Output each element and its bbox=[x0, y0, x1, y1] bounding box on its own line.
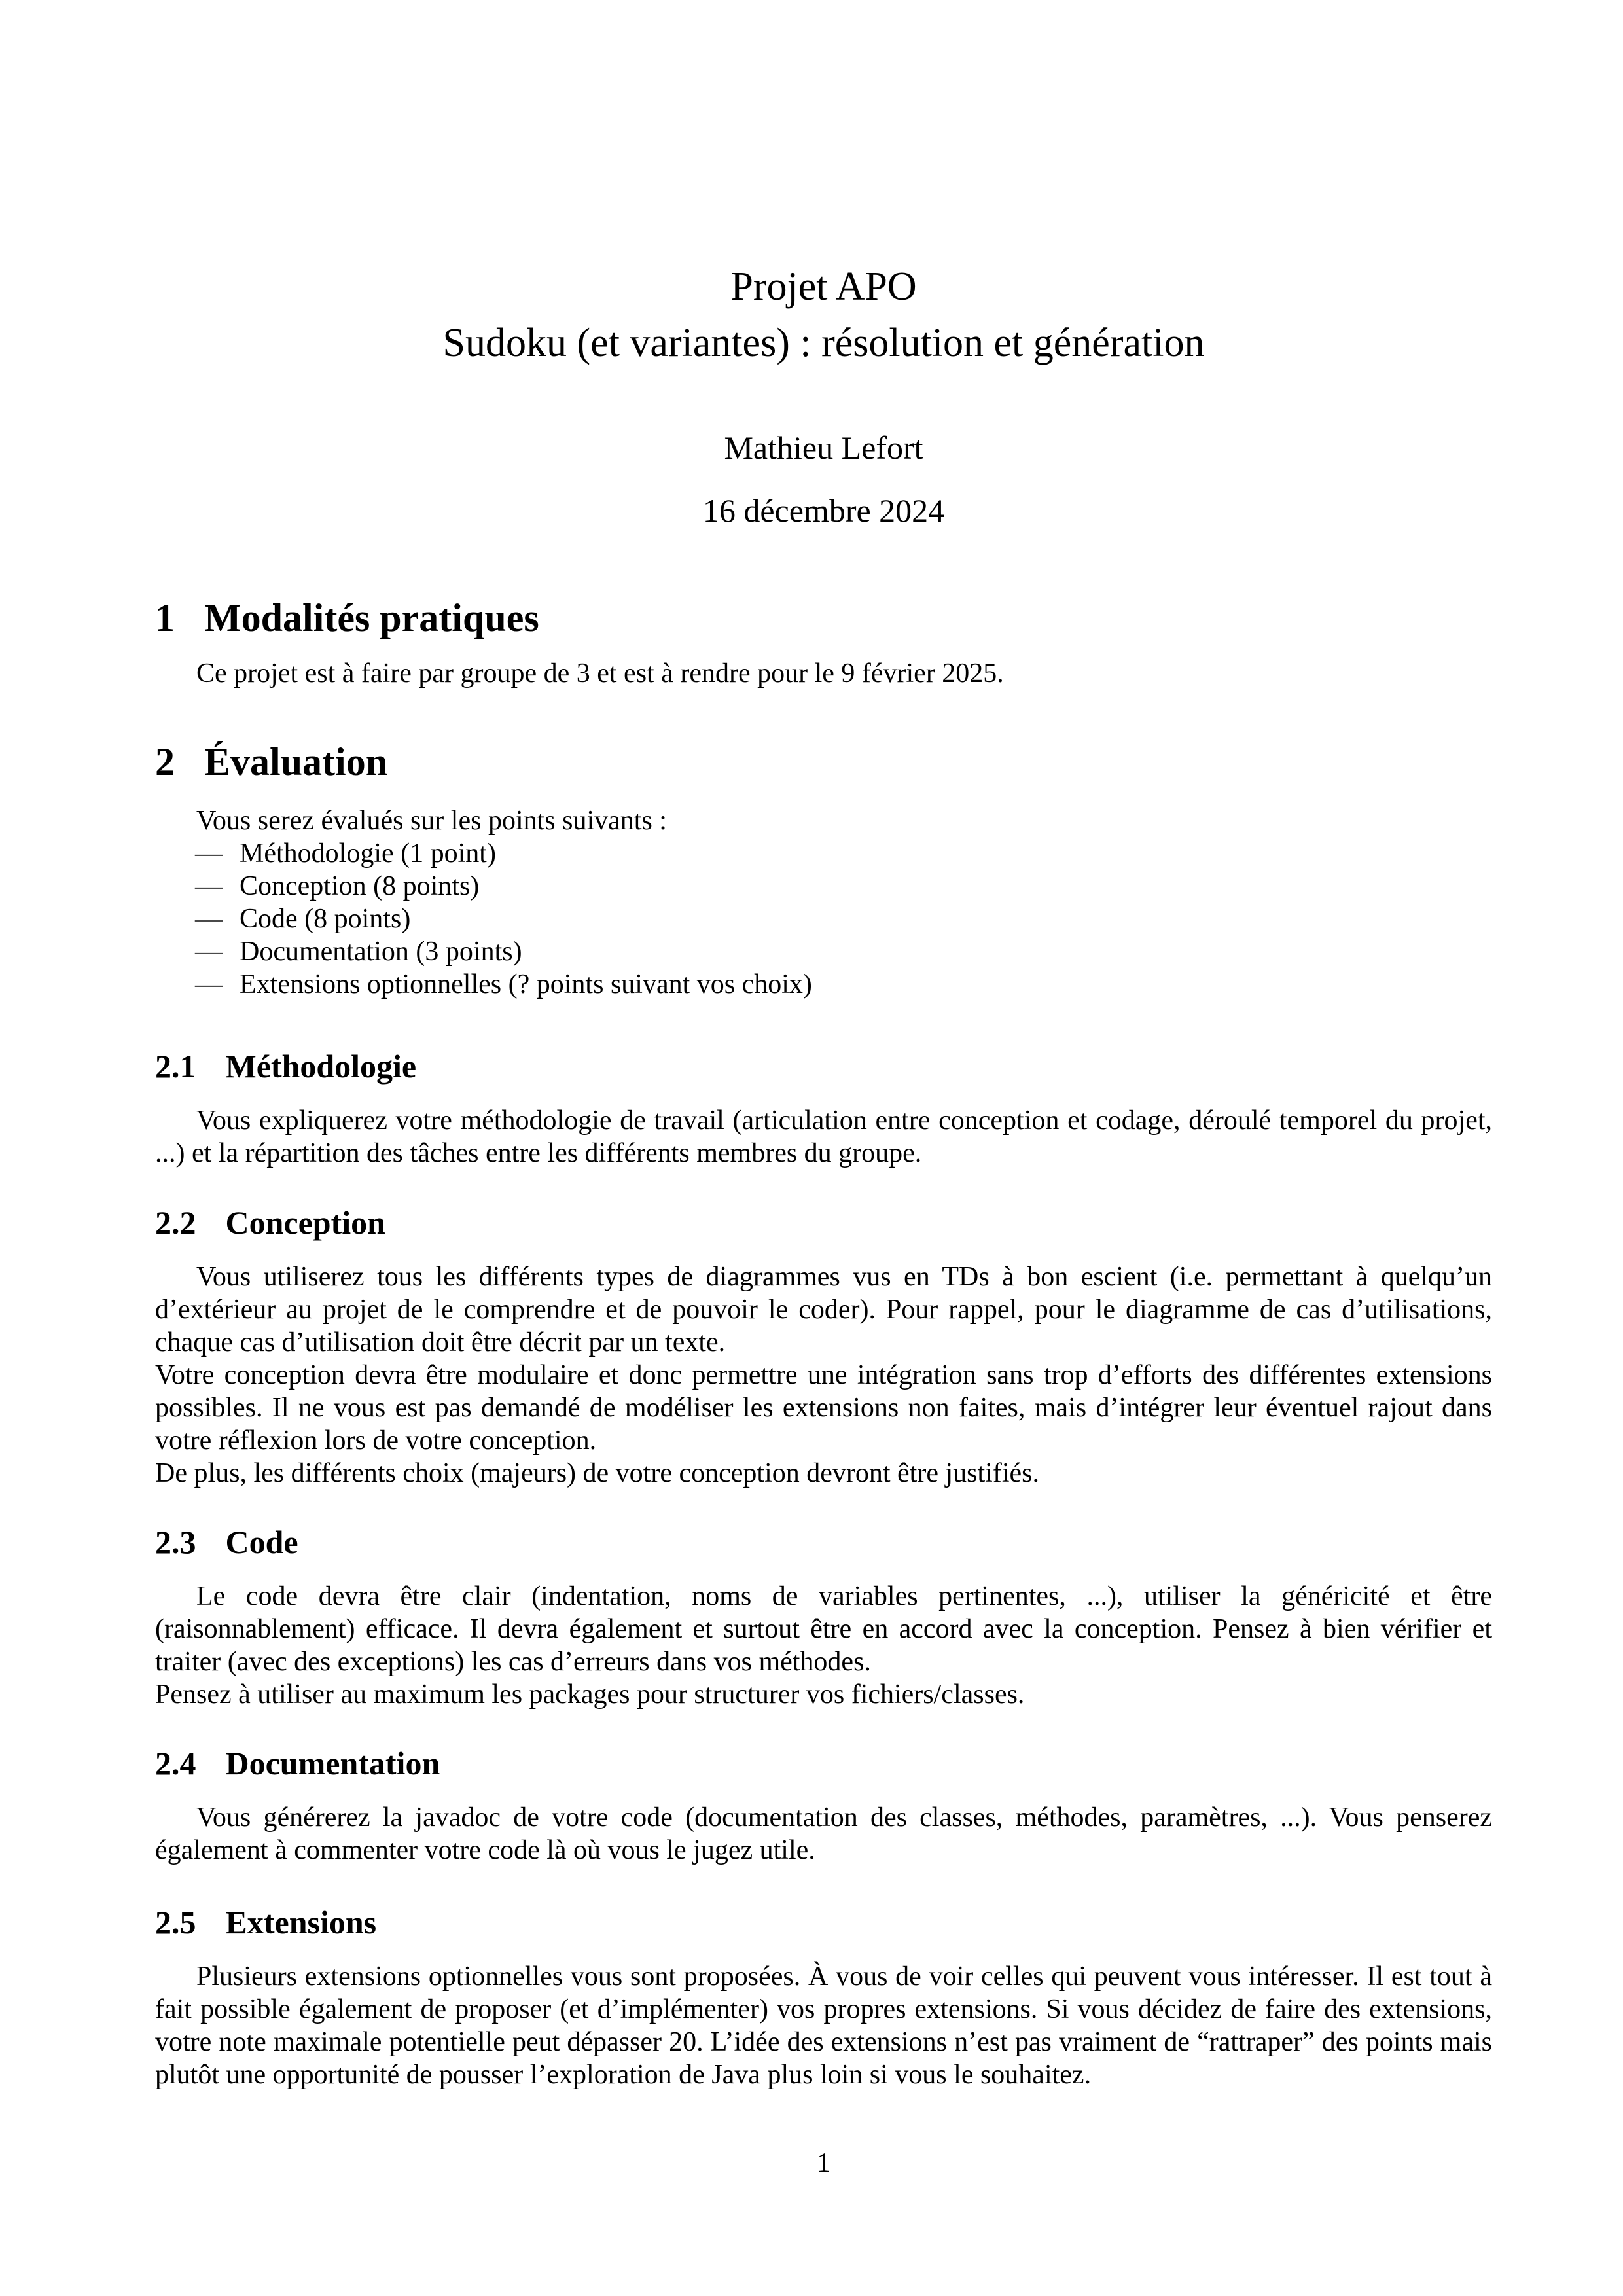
section-2-title: Évaluation bbox=[204, 740, 388, 783]
section-2-4-paragraph: Vous générerez la javadoc de votre code (documentation des classes, méthodes, paramètres, ...). Vous penserez également à commenter votre code là où vous le jugez utile. bbox=[155, 1803, 1492, 1865]
section-2-5-paragraph: Plusieurs extensions optionnelles vous sont proposées. À vous de voir celles qui peuvent vous intéresser. Il est tout à fait possible également de proposer (et d’implémenter) vos propres extensions. Si vous décidez de faire des extensions, votre note maximale potentielle peut dépasser 20. L’idée des extensions n’est pas vraiment de “rattraper” des points mais plutôt une opportunité de pousser l’exploration de Java plus loin si vous le souhaitez. bbox=[155, 1962, 1492, 2090]
section-2-4-title: Documentation bbox=[225, 1745, 440, 1782]
list-item-label: Méthodologie (1 point) bbox=[240, 838, 496, 869]
section-2-1-number: 2.1 bbox=[155, 1048, 196, 1085]
section-2-3-title: Code bbox=[225, 1524, 298, 1560]
page-number: 1 bbox=[817, 2148, 830, 2178]
doc-title-line2: Sudoku (et variantes) : résolution et génération bbox=[442, 321, 1205, 365]
section-2-4-number: 2.4 bbox=[155, 1745, 196, 1782]
list-item bbox=[155, 903, 1492, 935]
section-1-heading bbox=[155, 595, 1492, 641]
list-item bbox=[155, 837, 1492, 870]
section-2-3-paragraph-2: Pensez à utiliser au maximum les packages pour structurer vos fichiers/classes. bbox=[155, 1679, 1025, 1710]
doc-title-line1: Projet APO bbox=[730, 264, 917, 309]
list-item-label: Extensions optionnelles (? points suivant vos choix) bbox=[240, 969, 812, 999]
section-2-2-paragraph-1: Vous utiliserez tous les différents types de diagrammes vus en TDs à bon escient (i.e. permettant à quelqu’un d’extérieur au projet de le comprendre et de pouvoir le coder). Pour rappel, pour le diagramme de cas d’utilisations, chaque cas d’utilisation doit être décrit par un texte. bbox=[155, 1262, 1492, 1357]
section-2-2-number: 2.2 bbox=[155, 1204, 196, 1241]
section-2-1-paragraph: Vous expliquerez votre méthodologie de travail (articulation entre conception et codage, déroulé temporel du projet, ...) et la répartition des tâches entre les différents membres du groupe. bbox=[155, 1105, 1492, 1168]
list-item bbox=[155, 870, 1492, 903]
dash-marker-icon: — bbox=[195, 969, 223, 999]
section-2-5-number: 2.5 bbox=[155, 1904, 196, 1941]
section-2-1-heading bbox=[155, 1047, 1492, 1086]
list-item bbox=[155, 968, 1492, 1001]
section-2-3-number: 2.3 bbox=[155, 1524, 196, 1560]
section-2-number: 2 bbox=[155, 740, 175, 783]
section-1-title: Modalités pratiques bbox=[204, 596, 539, 639]
dash-marker-icon: — bbox=[195, 871, 223, 901]
section-2-2-heading bbox=[155, 1203, 1492, 1242]
dash-marker-icon: — bbox=[195, 838, 223, 869]
title-block bbox=[155, 259, 1492, 529]
section-2-heading bbox=[155, 739, 1492, 785]
dash-marker-icon: — bbox=[195, 904, 223, 934]
list-item-label: Conception (8 points) bbox=[240, 871, 480, 901]
section-2-2-title: Conception bbox=[225, 1204, 385, 1241]
section-2-3-paragraph-1: Le code devra être clair (indentation, noms de variables pertinentes, ...), utiliser la généricité et être (raisonnablement) efficace. Il devra également et surtout être en accord avec la conception. Pensez à bien vérifier et traiter (avec des exceptions) les cas d’erreurs dans vos méthodes. bbox=[155, 1581, 1492, 1677]
section-2-5-heading bbox=[155, 1903, 1492, 1942]
list-item-label: Documentation (3 points) bbox=[240, 937, 522, 967]
doc-date: 16 décembre 2024 bbox=[702, 492, 945, 529]
doc-author: Mathieu Lefort bbox=[724, 429, 923, 466]
list-item-label: Code (8 points) bbox=[240, 904, 411, 934]
section-1-paragraph: Ce projet est à faire par groupe de 3 et est à rendre pour le 9 février 2025. bbox=[196, 658, 1004, 689]
section-2-intro: Vous serez évalués sur les points suivants : bbox=[196, 806, 667, 836]
dash-marker-icon: — bbox=[195, 937, 223, 967]
section-2-5-title: Extensions bbox=[225, 1904, 377, 1941]
evaluation-list bbox=[155, 837, 1492, 1001]
section-2-1-title: Méthodologie bbox=[225, 1048, 417, 1085]
list-item bbox=[155, 935, 1492, 968]
section-2-2-paragraph-2: Votre conception devra être modulaire et donc permettre une intégration sans trop d’efforts des différentes extensions possibles. Il ne vous est pas demandé de modéliser les extensions non faites, mais d’intégrer leur éventuel rajout dans votre réflexion lors de votre conception. bbox=[155, 1360, 1492, 1456]
section-2-2-paragraph-3: De plus, les différents choix (majeurs) de votre conception devront être justifiés. bbox=[155, 1458, 1039, 1488]
section-2-4-heading bbox=[155, 1744, 1492, 1783]
section-2-3-heading bbox=[155, 1522, 1492, 1562]
section-1-number: 1 bbox=[155, 596, 175, 639]
